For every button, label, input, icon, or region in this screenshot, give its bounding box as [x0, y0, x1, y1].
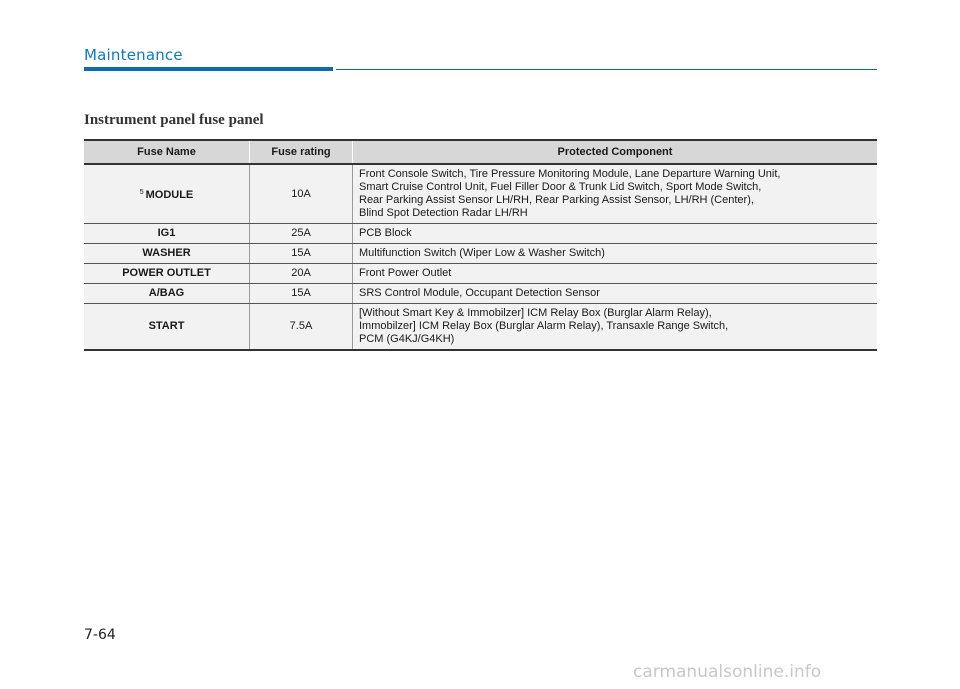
fuse-name-prefix: 5	[139, 189, 144, 196]
fuse-rating: 10A	[250, 164, 353, 224]
component-line: Blind Spot Detection Radar LH/RH	[359, 207, 528, 219]
fuse-rating: 25A	[250, 224, 353, 244]
component-line: Multifunction Switch (Wiper Low & Washer Switch)	[359, 247, 605, 259]
fuse-rating: 15A	[250, 244, 353, 264]
fuse-name: WASHER	[84, 244, 250, 264]
fuse-rating: 7.5A	[250, 304, 353, 351]
fuse-name: POWER OUTLET	[84, 264, 250, 284]
table-row	[84, 224, 877, 244]
component-line: SRS Control Module, Occupant Detection Sensor	[359, 287, 600, 299]
fuse-table	[84, 139, 877, 351]
component-line: Immobilzer] ICM Relay Box (Burglar Alarm Relay), Transaxle Range Switch,	[359, 320, 729, 332]
protected-component	[353, 284, 878, 304]
column-header-protected-component: Protected Component	[353, 140, 878, 164]
column-header-fuse-rating: Fuse rating	[250, 140, 353, 164]
table-row	[84, 304, 877, 351]
component-line: PCM (G4KJ/G4KH)	[359, 333, 455, 345]
section-header: Maintenance	[84, 46, 183, 64]
fuse-name: IG1	[84, 224, 250, 244]
table-header-row	[84, 140, 877, 164]
header-rule-thin	[336, 69, 877, 70]
protected-component	[353, 264, 878, 284]
component-line: PCB Block	[359, 227, 412, 239]
component-line: Front Power Outlet	[359, 267, 452, 279]
protected-component	[353, 244, 878, 264]
table-row	[84, 244, 877, 264]
table-row	[84, 264, 877, 284]
fuse-name: MODULE	[145, 189, 194, 201]
table-title: Instrument panel fuse panel	[84, 112, 264, 128]
table-row	[84, 164, 877, 224]
fuse-rating: 15A	[250, 284, 353, 304]
protected-component	[353, 164, 878, 224]
watermark: carmanualsonline.info	[633, 662, 822, 682]
fuse-name-cell	[84, 164, 250, 224]
component-line: Front Console Switch, Tire Pressure Monitoring Module, Lane Departure Warning Unit,	[359, 168, 781, 180]
page-number: 7-64	[84, 627, 116, 643]
protected-component	[353, 224, 878, 244]
component-line: [Without Smart Key & Immobilzer] ICM Relay Box (Burglar Alarm Relay),	[359, 307, 712, 319]
fuse-rating: 20A	[250, 264, 353, 284]
protected-component	[353, 304, 878, 351]
header-rule-thick	[84, 67, 333, 71]
table-row	[84, 284, 877, 304]
fuse-name: START	[84, 304, 250, 351]
component-line: Rear Parking Assist Sensor LH/RH, Rear Parking Assist Sensor, LH/RH (Center),	[359, 194, 754, 206]
column-header-fuse-name: Fuse Name	[84, 140, 250, 164]
component-line: Smart Cruise Control Unit, Fuel Filler Door & Trunk Lid Switch, Sport Mode Switch,	[359, 181, 762, 193]
fuse-name: A/BAG	[84, 284, 250, 304]
